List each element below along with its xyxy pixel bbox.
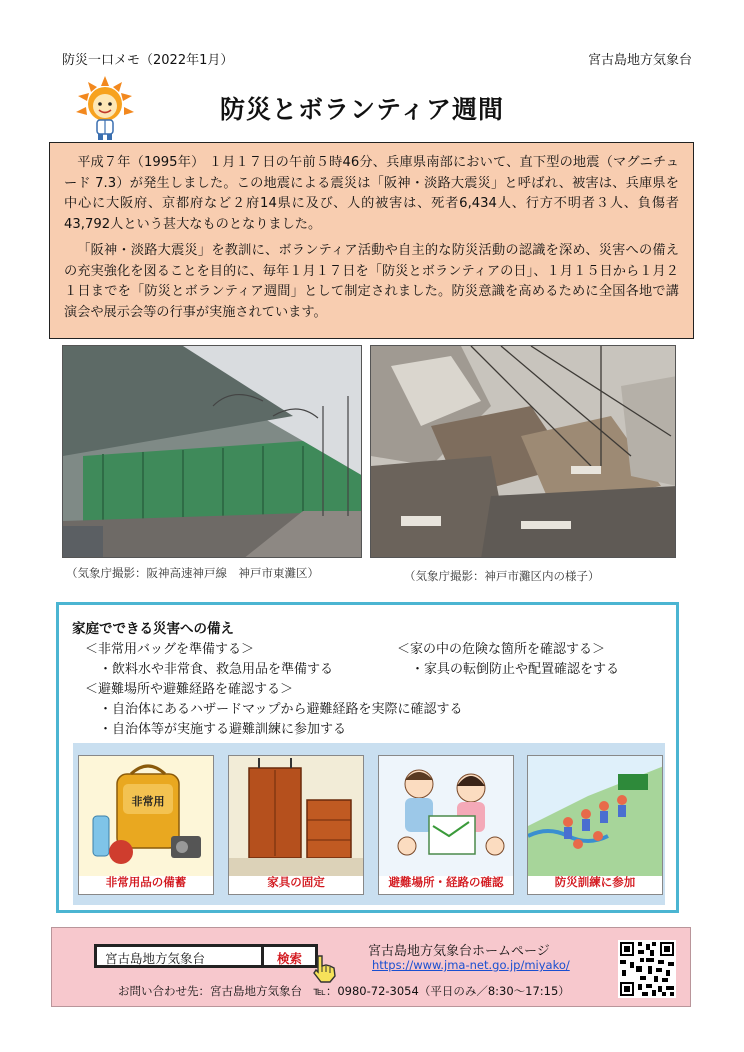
prep-heading-evacuation: ＜避難場所や避難経路を確認する＞ xyxy=(85,682,294,697)
memo-label: 防災一口メモ（2022年1月） xyxy=(62,53,234,68)
pointer-hand-icon xyxy=(308,952,340,984)
prep-item-furniture: ・家具の転倒防止や配置確認をする xyxy=(411,662,620,677)
illustration-furniture xyxy=(228,755,364,895)
org-name: 宮古島地方気象台 xyxy=(587,53,692,68)
intro-box xyxy=(49,142,694,339)
sun-mascot-icon xyxy=(74,76,136,140)
footer-box xyxy=(51,927,691,1007)
search-input[interactable]: 宮古島地方気象台 xyxy=(94,944,264,968)
page-title: 防災とボランティア週間 xyxy=(220,95,505,124)
prep-item-drill: ・自治体等が実施する避難訓練に参加する xyxy=(99,722,347,737)
prep-heading-home-hazards: ＜家の中の危険な箇所を確認する＞ xyxy=(397,642,606,657)
illustration-family-route xyxy=(378,755,514,895)
photo-caption-2: （気象庁撮影：神戸市灘区内の様子） xyxy=(404,569,600,583)
illustration-caption-1: 非常用品の備蓄 xyxy=(105,875,187,889)
preparedness-title: 家庭でできる災害への備え xyxy=(72,621,234,637)
illustration-band xyxy=(73,743,665,905)
prep-item-hazard-map: ・自治体にあるハザードマップから避難経路を実際に確認する xyxy=(99,702,463,717)
search-button[interactable]: 検索 xyxy=(264,944,318,968)
illustration-evacuation-drill xyxy=(527,755,663,895)
illustration-caption-2: 家具の固定 xyxy=(267,875,325,889)
intro-paragraph-2: 「阪神・淡路大震災」を教訓に、ボランティア活動や自主的な防災活動の認識を深め、災害への備えの充実強化を図ることを目的に、毎年１月１７日を「防災とボランティアの日」、１月１５日から１月２１日までを「防災とボランティア週間」として制定されました。防災意識を高めるために全国各地で講演会や展示会等の行事が実施されています。 xyxy=(64,243,679,320)
illustration-caption-3: 避難場所・経路の確認 xyxy=(388,875,504,889)
preparedness-box xyxy=(56,602,679,913)
homepage-title: 宮古島地方気象台ホームページ xyxy=(368,944,550,959)
illustration-emergency-bag xyxy=(78,755,214,895)
qr-code-icon xyxy=(618,940,676,998)
illustration-caption-4: 防災訓練に参加 xyxy=(554,875,636,889)
contact-info: お問い合わせ先：宮古島地方気象台 ℡：0980-72-3054（平日のみ／8:30～17:15） xyxy=(118,984,570,998)
intro-paragraph-1: 平成７年（1995年） １月１７日の午前５時46分、兵庫県南部において、直下型の地震（マグニチュード 7.3）が発生しました。この地震による震災は「阪神・淡路大震災」と呼ばれ、被害は、兵庫県を中心に大阪府、京都府など２府14県に及び、人的被害は、死者6,434人、行方不明者３人、負傷者43,792人という甚大なものとなりました。 xyxy=(64,155,679,232)
photo-collapsed-houses xyxy=(370,345,676,558)
prep-heading-bag: ＜非常用バッグを準備する＞ xyxy=(85,642,255,657)
prep-item-supplies: ・飲料水や非常食、救急用品を準備する xyxy=(99,662,334,677)
homepage-link[interactable]: https://www.jma-net.go.jp/miyako/ xyxy=(372,958,570,972)
bag-label: 非常用 xyxy=(131,795,165,808)
photo-expressway xyxy=(62,345,362,558)
photo-caption-1: （気象庁撮影：阪神高速神戸線 神戸市東灘区） xyxy=(66,566,319,580)
